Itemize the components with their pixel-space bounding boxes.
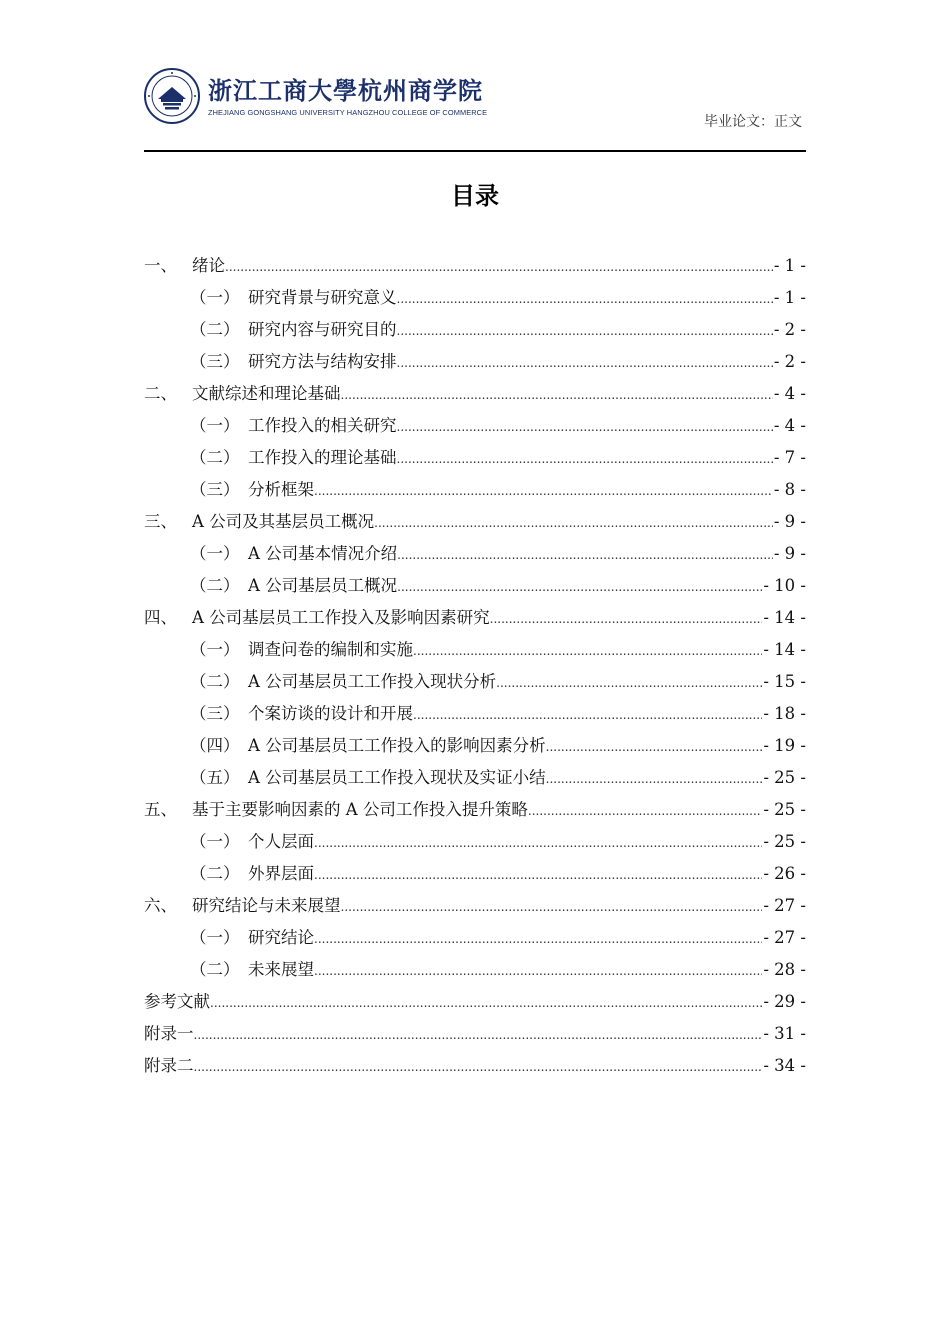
- toc-entry-label: 绪论: [192, 256, 225, 275]
- toc-entry[interactable]: [144, 570, 806, 602]
- toc-entry[interactable]: [144, 602, 806, 634]
- toc-dot-leader: [496, 667, 762, 699]
- toc-entry-page-number: - 28 -: [763, 960, 806, 979]
- toc-entry-page-number: - 4 -: [773, 416, 806, 435]
- toc-dot-leader: [314, 475, 773, 507]
- toc-dot-leader: [374, 507, 773, 539]
- toc-dot-leader: [341, 891, 763, 923]
- toc-entry-number: （二）: [190, 960, 240, 979]
- toc-entry-number: （四）: [190, 736, 240, 755]
- toc-entry-page-number: - 2 -: [773, 352, 806, 371]
- toc-entry[interactable]: [144, 986, 806, 1018]
- toc-entry-label: 工作投入的理论基础: [248, 448, 397, 467]
- toc-entry-page-number: - 26 -: [763, 864, 806, 883]
- toc-dot-leader: [397, 315, 773, 347]
- toc-dot-leader: [397, 347, 773, 379]
- toc-entry-page-number: - 8 -: [773, 480, 806, 499]
- toc-entry-page-number: - 1 -: [773, 256, 806, 275]
- toc-entry-number: （三）: [190, 704, 240, 723]
- toc-dot-leader: [314, 859, 762, 891]
- toc-entry-number: （一）: [190, 640, 240, 659]
- toc-entry[interactable]: [144, 282, 806, 314]
- toc-entry[interactable]: [144, 378, 806, 410]
- toc-entry-label: A 公司基层员工工作投入现状分析: [248, 672, 497, 691]
- school-name-cn: 浙江工商大學杭州商学院: [208, 77, 483, 105]
- toc-entry-page-number: - 9 -: [773, 512, 806, 531]
- toc-entry[interactable]: [144, 346, 806, 378]
- toc-entry-number: （一）: [190, 416, 240, 435]
- toc-entry-number: 四、: [144, 608, 177, 627]
- toc-entry-label: A 公司基本情况介绍: [248, 544, 398, 563]
- toc-entry-number: （一）: [190, 832, 240, 851]
- toc-entry[interactable]: [144, 314, 806, 346]
- toc-dot-leader: [528, 795, 762, 827]
- toc-entry-page-number: - 25 -: [763, 800, 806, 819]
- toc-entry-label: 个案访谈的设计和开展: [248, 704, 413, 723]
- toc-entry-page-number: - 15 -: [763, 672, 806, 691]
- toc-entry-label: 参考文献: [144, 992, 210, 1011]
- toc-entry-label: A 公司基层员工概况: [248, 576, 398, 595]
- toc-entry-number: （一）: [190, 288, 240, 307]
- toc-dot-leader: [397, 539, 773, 571]
- toc-entry-number: （二）: [190, 864, 240, 883]
- toc-entry-number: （一）: [190, 544, 240, 563]
- toc-entry[interactable]: [144, 634, 806, 666]
- toc-dot-leader: [546, 731, 763, 763]
- toc-dot-leader: [413, 635, 762, 667]
- toc-entry-number: （二）: [190, 448, 240, 467]
- toc-entry[interactable]: [144, 506, 806, 538]
- toc-entry-page-number: - 7 -: [773, 448, 806, 467]
- toc-entry-page-number: - 4 -: [773, 384, 806, 403]
- toc-entry-number: （二）: [190, 576, 240, 595]
- toc-entry-page-number: - 34 -: [763, 1056, 806, 1075]
- toc-dot-leader: [397, 571, 762, 603]
- toc-entry-label: A 公司基层员工工作投入及影响因素研究: [192, 608, 490, 627]
- toc-entry[interactable]: [144, 698, 806, 730]
- toc-dot-leader: [413, 699, 762, 731]
- toc-entry[interactable]: [144, 762, 806, 794]
- toc-entry-number: 五、: [144, 800, 177, 819]
- toc-entry[interactable]: [144, 890, 806, 922]
- toc-entry-label: 附录二: [144, 1056, 194, 1075]
- toc-entry-number: （一）: [190, 928, 240, 947]
- toc-entry-page-number: - 31 -: [763, 1024, 806, 1043]
- toc-dot-leader: [490, 603, 763, 635]
- toc-entry-page-number: - 18 -: [763, 704, 806, 723]
- toc-entry-page-number: - 9 -: [773, 544, 806, 563]
- toc-entry-page-number: - 25 -: [763, 768, 806, 787]
- toc-entry-page-number: - 29 -: [763, 992, 806, 1011]
- toc-entry-number: 三、: [144, 512, 177, 531]
- toc-entry-label: A 公司基层员工工作投入的影响因素分析: [248, 736, 546, 755]
- toc-dot-leader: [546, 763, 763, 795]
- header-divider: [144, 150, 806, 152]
- toc-entry-number: （五）: [190, 768, 240, 787]
- toc-entry-label: 研究内容与研究目的: [248, 320, 397, 339]
- toc-entry[interactable]: [144, 730, 806, 762]
- toc-entry[interactable]: [144, 954, 806, 986]
- toc-dot-leader: [397, 443, 773, 475]
- toc-entry-label: A 公司及其基层员工概况: [192, 512, 375, 531]
- toc-entry[interactable]: [144, 826, 806, 858]
- toc-entry-page-number: - 14 -: [763, 640, 806, 659]
- toc-dot-leader: [341, 379, 773, 411]
- toc-dot-leader: [194, 1019, 763, 1051]
- toc-dot-leader: [210, 987, 762, 1019]
- toc-entry[interactable]: [144, 922, 806, 954]
- toc-entry[interactable]: [144, 474, 806, 506]
- toc-title: 目录: [451, 182, 499, 210]
- page-header: [144, 64, 806, 130]
- toc-entry[interactable]: [144, 410, 806, 442]
- toc-entry[interactable]: [144, 1018, 806, 1050]
- toc-entry-label: 研究背景与研究意义: [248, 288, 397, 307]
- toc-entry-page-number: - 27 -: [763, 896, 806, 915]
- toc-entry-label: 研究方法与结构安排: [248, 352, 397, 371]
- toc-entry-page-number: - 2 -: [773, 320, 806, 339]
- toc-entry-label: 文献综述和理论基础: [192, 384, 341, 403]
- toc-dot-leader: [225, 251, 773, 283]
- toc-dot-leader: [314, 827, 762, 859]
- toc-entry[interactable]: [144, 250, 806, 282]
- table-of-contents: [144, 250, 806, 1082]
- toc-entry-page-number: - 14 -: [763, 608, 806, 627]
- toc-entry-number: （三）: [190, 352, 240, 371]
- toc-entry-label: 外界层面: [248, 864, 314, 883]
- toc-entry-label: 未来展望: [248, 960, 314, 979]
- toc-entry-page-number: - 10 -: [763, 576, 806, 595]
- toc-dot-leader: [194, 1051, 763, 1083]
- toc-entry-label: 基于主要影响因素的 A 公司工作投入提升策略: [192, 800, 528, 819]
- toc-entry-label: 附录一: [144, 1024, 194, 1043]
- toc-dot-leader: [314, 923, 762, 955]
- toc-dot-leader: [314, 955, 762, 987]
- toc-entry[interactable]: [144, 442, 806, 474]
- toc-entry[interactable]: [144, 1050, 806, 1082]
- toc-entry-label: A 公司基层员工工作投入现状及实证小结: [248, 768, 546, 787]
- toc-entry[interactable]: [144, 858, 806, 890]
- toc-entry-label: 研究结论: [248, 928, 314, 947]
- toc-entry-number: （二）: [190, 320, 240, 339]
- toc-entry-label: 调查问卷的编制和实施: [248, 640, 413, 659]
- toc-entry-number: 一、: [144, 256, 177, 275]
- toc-entry-number: （二）: [190, 672, 240, 691]
- document-label: 毕业论文：正文: [704, 114, 802, 130]
- toc-dot-leader: [397, 283, 773, 315]
- toc-entry[interactable]: [144, 666, 806, 698]
- toc-entry-page-number: - 25 -: [763, 832, 806, 851]
- toc-entry-number: （三）: [190, 480, 240, 499]
- toc-entry[interactable]: [144, 794, 806, 826]
- toc-entry-label: 分析框架: [248, 480, 314, 499]
- toc-entry[interactable]: [144, 538, 806, 570]
- toc-entry-label: 工作投入的相关研究: [248, 416, 397, 435]
- toc-entry-number: 六、: [144, 896, 177, 915]
- toc-dot-leader: [397, 411, 773, 443]
- toc-entry-page-number: - 19 -: [763, 736, 806, 755]
- toc-entry-label: 个人层面: [248, 832, 314, 851]
- school-name-en: ZHEJIANG GONGSHANG UNIVERSITY HANGZHOU COLLEGE OF COMMERCE: [208, 108, 488, 117]
- toc-entry-label: 研究结论与未来展望: [192, 896, 341, 915]
- toc-entry-page-number: - 1 -: [773, 288, 806, 307]
- university-seal-logo: [144, 68, 200, 124]
- toc-entry-number: 二、: [144, 384, 177, 403]
- toc-entry-page-number: - 27 -: [763, 928, 806, 947]
